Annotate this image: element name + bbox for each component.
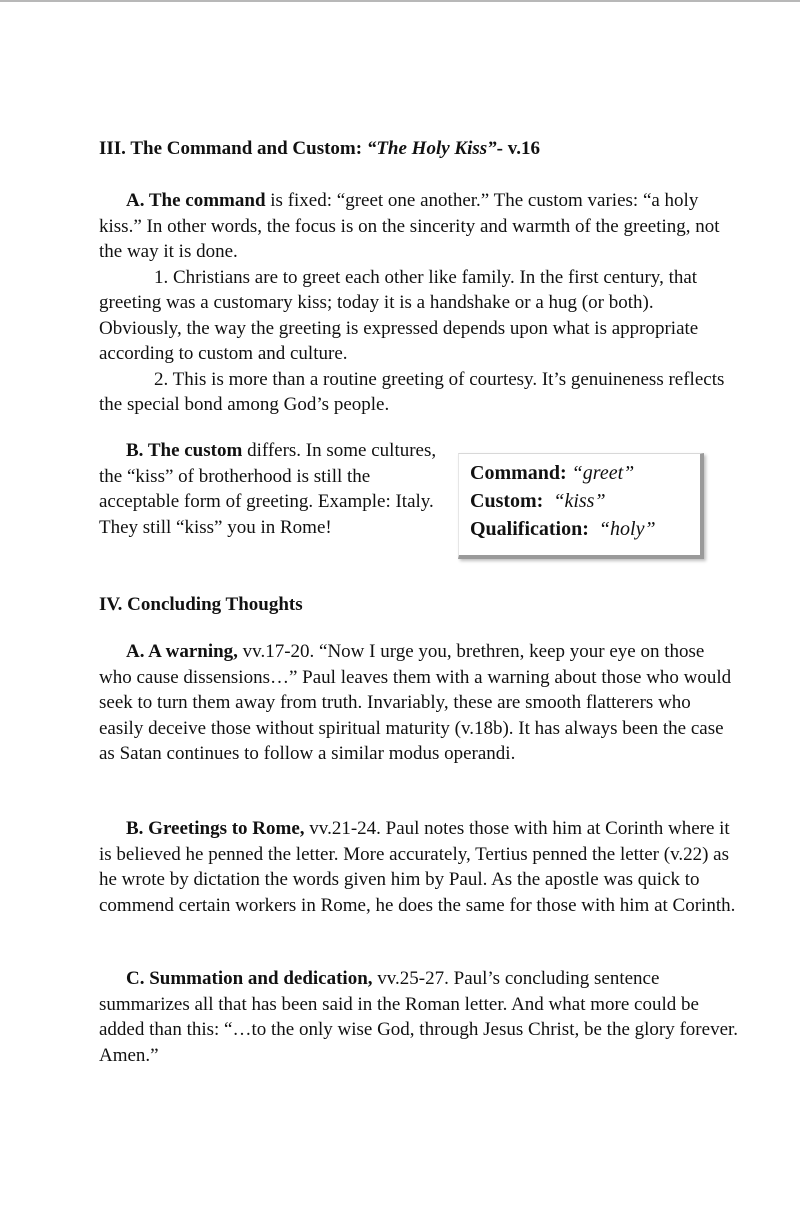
callout-qualification-label: Qualification: (470, 518, 589, 540)
section-3-point-a-label: A. The command (126, 190, 266, 211)
section-4-point-a-label: A. A warning, (126, 641, 238, 662)
section-4-point-c (99, 966, 739, 1068)
callout-row-qualification (470, 515, 700, 543)
callout-row-custom (470, 487, 700, 515)
section-4-point-a-text: vv.17-20. “Now I urge you, brethren, keep your eye on those who cause dissensions…” Paul leaves them with a warning about those who would seek to turn them away from truth. Invariably, these are smooth flatterers who easily deceive those without spiritual maturity (v.18b). It has always been the case as Satan continues to follow a similar modus operandi. (99, 641, 732, 764)
callout-qualification-value: “holy” (598, 518, 656, 540)
section-3-point-b-label: B. The custom (126, 440, 243, 461)
section-4-heading: IV. Concluding Thoughts (99, 594, 303, 615)
section-3-body (99, 188, 739, 418)
section-3-heading-prefix: III. The Command and Custom: (99, 138, 367, 159)
callout-custom-label: Custom: (470, 490, 544, 512)
section-4-point-b-label: B. Greetings to Rome, (126, 818, 305, 839)
section-4-point-b-text: vv.21-24. Paul notes those with him at Corinth where it is believed he penned the letter. More accurately, Tertius penned the letter (v.22) as he wrote by dictation the words given him by Paul. As the apostle was quick to commend certain workers in Rome, he does the same for those with him at Corinth. (99, 818, 736, 916)
callout-custom-value: “kiss” (553, 490, 606, 512)
section-4-point-a (99, 639, 739, 767)
section-3-heading-italic: “The Holy Kiss” (366, 138, 497, 159)
section-4-point-b (99, 816, 739, 918)
section-3-point-b (99, 438, 439, 540)
section-3-point-a-text: is fixed: “greet one another.” The custom varies: “a holy kiss.” In other words, the focus is on the sincerity and warmth of the greeting, not the way it is done. (99, 190, 720, 262)
section-4-point-c-label: C. Summation and dedication, (126, 968, 373, 989)
callout-row-command (470, 459, 700, 487)
section-3-subpoint-1: 1. Christians are to greet each other like family. In the first century, that greeting was a customary kiss; today it is a handshake or a hug (or both). Obviously, the way the greeting is expressed depends upon what is appropriate according to custom and culture. (99, 266, 699, 364)
callout-command-label: Command: (470, 462, 567, 484)
section-3-subpoint-2: 2. This is more than a routine greeting of courtesy. It’s genuineness reflects the special bond among God’s people. (99, 368, 725, 415)
callout-command-value: “greet” (571, 462, 635, 484)
command-custom-callout-box (458, 453, 704, 559)
section-3-heading (99, 138, 540, 160)
section-4-point-c-text: vv.25-27. Paul’s concluding sentence summarizes all that has been said in the Roman letter. And what more could be added than this: “…to the only wise God, through Jesus Christ, be the glory forever. Amen.” (99, 968, 739, 1066)
section-3-heading-suffix: - v.16 (496, 138, 540, 159)
section-3-point-a (99, 188, 739, 265)
section-3-point-b-text: differs. In some cultures, the “kiss” of brotherhood is still the acceptable form of greeting. Example: Italy. They still “kiss” you in Rome! (99, 440, 437, 538)
